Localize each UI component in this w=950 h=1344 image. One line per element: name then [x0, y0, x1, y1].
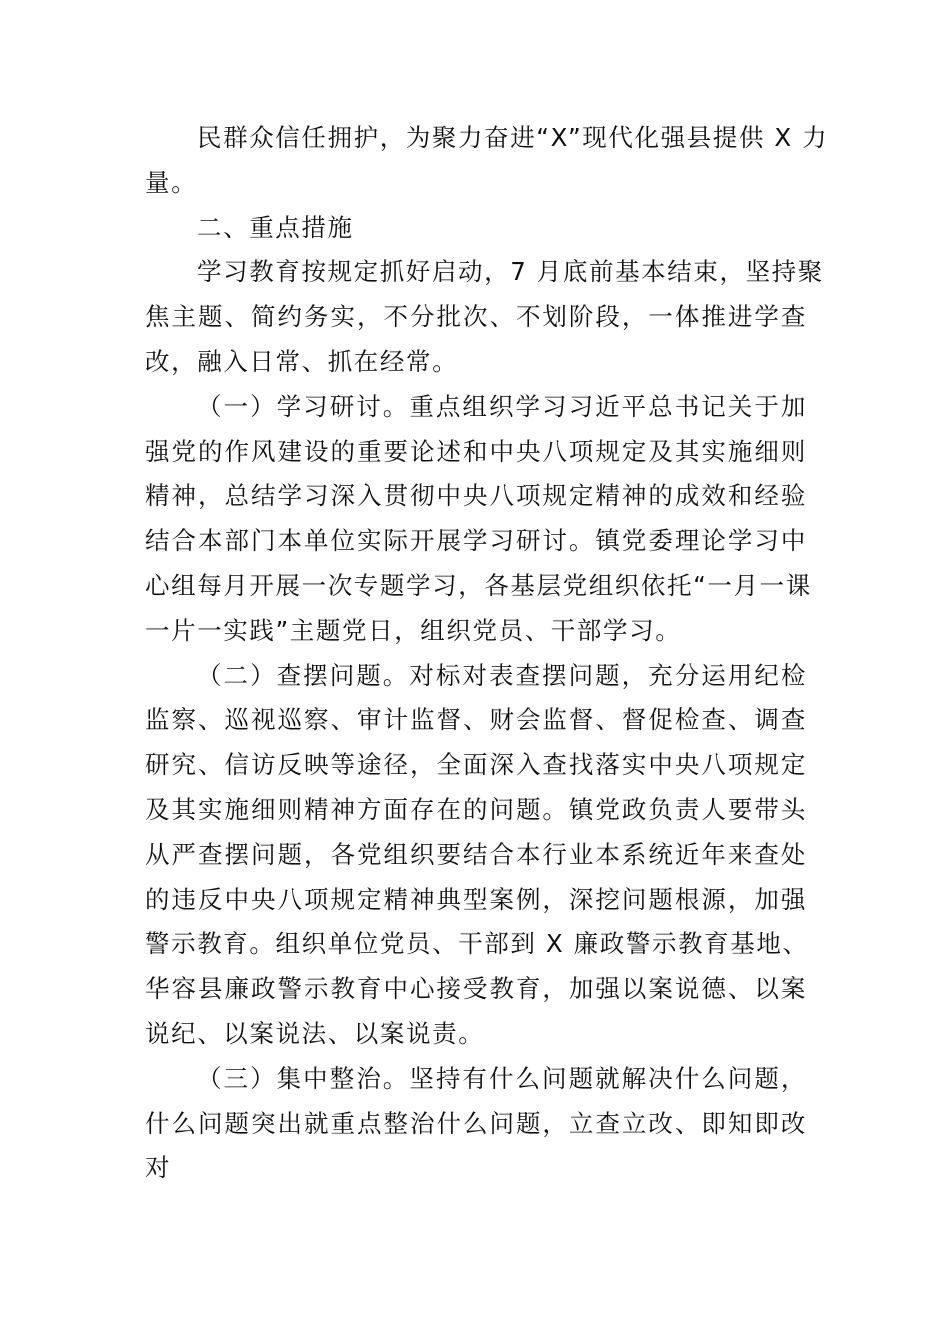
paragraph-item-3-rectify — [145, 1057, 807, 1191]
text-line: 民群众信任拥护，为聚力奋进“X”现代化强县提供 X 力 — [197, 123, 829, 152]
text-line: （二）查摆问题。对标对表查摆问题，充分运用纪检 — [197, 660, 807, 690]
text-line: 学习教育按规定抓好启动，7 月底前基本结束，坚持聚 — [197, 257, 824, 287]
paragraph-item-2-problems — [145, 654, 807, 1057]
paragraph-item-1-study — [145, 385, 812, 654]
text-line: 量。 — [145, 167, 198, 197]
text-line: 及其实施细则精神方面存在的问题。镇党政负责人要带头 — [145, 794, 807, 824]
text-line: 的违反中央八项规定精神典型案例，深挖问题根源，加强 — [145, 884, 807, 914]
text-line: 研究、信访反映等途径，全面深入查找落实中央八项规定 — [145, 750, 807, 780]
heading-text: 二、重点措施 — [197, 212, 354, 242]
text-line: （三）集中整治。坚持有什么问题就解决什么问题， — [197, 1063, 807, 1093]
text-line: 结合本部门本单位实际开展学习研讨。镇党委理论学习中 — [145, 526, 807, 556]
text-line: 华容县廉政警示教育中心接受教育，加强以案说德、以案 — [145, 974, 807, 1004]
text-line: 改，融入日常、抓在经常。 — [145, 346, 459, 376]
paragraph-intro — [145, 250, 824, 384]
text-line: 说纪、以案说法、以案说责。 — [145, 1018, 485, 1048]
text-line: 监察、巡视巡察、审计监督、财会监督、督促检查、调查 — [145, 705, 807, 735]
paragraph-continuation — [145, 116, 829, 206]
text-line: 从严查摆问题，各党组织要结合本行业本系统近年来查处 — [145, 839, 807, 869]
text-line: 心组每月开展一次专题学习，各基层党组织依托“一月一课 — [145, 570, 812, 600]
text-line: 精神，总结学习深入贯彻中央八项规定精神的成效和经验 — [145, 481, 807, 511]
text-line: 焦主题、简约务实，不分批次、不划阶段，一体推进学查 — [145, 302, 807, 332]
text-line: 一片一实践”主题党日，组织党员、干部学习。 — [145, 615, 682, 645]
document-page — [145, 116, 829, 1191]
text-line: 什么问题突出就重点整治什么问题，立查立改、即知即改 — [145, 1108, 807, 1138]
section-heading — [145, 206, 807, 251]
text-line: 强党的作风建设的重要论述和中央八项规定及其实施细则 — [145, 436, 807, 466]
text-line: 对 — [145, 1153, 172, 1183]
text-line: 警示教育。组织单位党员、干部到 X 廉政警示教育基地、 — [145, 929, 809, 959]
text-line: （一）学习研讨。重点组织学习习近平总书记关于加 — [197, 391, 807, 421]
